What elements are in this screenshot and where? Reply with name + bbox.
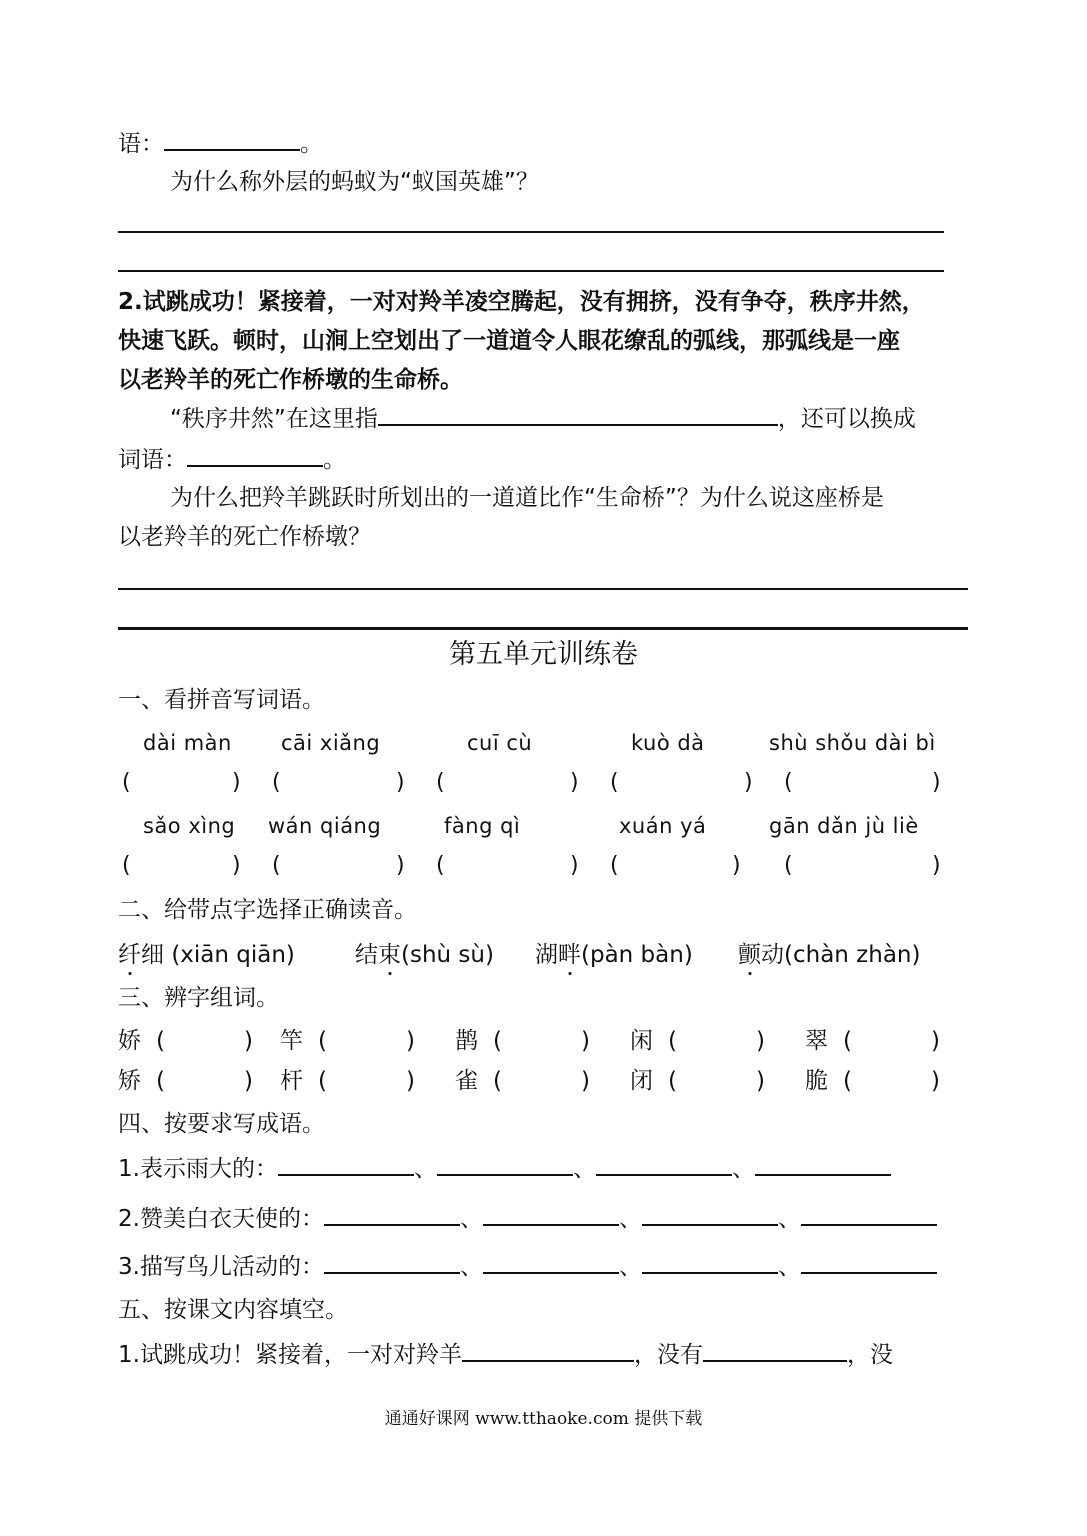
section-heading-4: 四、按要求写成语。	[118, 1111, 325, 1137]
question-ant-hero: 为什么称外层的蚂蚁为“蚁国英雄”？	[170, 169, 539, 195]
pinyin: cāi xiǎng	[281, 731, 381, 755]
blank[interactable]	[324, 1254, 460, 1274]
pinyin: kuò dà	[631, 731, 705, 755]
reading-item: 纤细 (xiān qiān)	[118, 942, 295, 968]
footer-credit: 通通好课网 www.tthaoke.com 提供下载	[384, 1409, 703, 1429]
answer-line[interactable]	[118, 588, 968, 590]
blank[interactable]	[187, 447, 323, 467]
reading-item: 湖畔(pàn bàn)	[535, 942, 693, 968]
blank[interactable]	[642, 1206, 778, 1226]
answer-line[interactable]	[118, 627, 968, 630]
passage-line: 快速飞跃。顿时，山涧上空划出了一道道令人眼花缭乱的弧线，那弧线是一座	[118, 328, 900, 354]
blank[interactable]	[483, 1206, 619, 1226]
blank[interactable]	[596, 1156, 732, 1176]
unit-title: 第五单元训练卷	[449, 639, 638, 670]
passage-line: 2.试跳成功！紧接着，一对对羚羊凌空腾起，没有拥挤，没有争夺，秩序井然，	[118, 289, 925, 315]
answer-line[interactable]	[118, 270, 944, 272]
passage-line: 以老羚羊的死亡作桥墩的生命桥。	[118, 367, 463, 393]
pinyin: xuán yá	[619, 814, 707, 838]
pinyin: wán qiáng	[268, 814, 382, 838]
section-heading-5: 五、按课文内容填空。	[118, 1297, 348, 1323]
blank[interactable]	[437, 1156, 573, 1176]
reading-item: 结束(shù sù)	[355, 942, 494, 968]
section-heading-1: 一、看拼音写词语。	[118, 687, 325, 713]
pinyin: cuī cù	[467, 731, 533, 755]
blank[interactable]	[462, 1342, 634, 1362]
idiom-row-nurse: 2.赞美白衣天使的： 、 、 、	[118, 1205, 937, 1233]
pinyin: gān dǎn jù liè	[769, 814, 919, 838]
pinyin: fàng qì	[444, 814, 521, 838]
pinyin: shù shǒu dài bì	[769, 731, 936, 755]
blank[interactable]	[642, 1254, 778, 1274]
answer-line-top: 语： 。	[118, 131, 323, 157]
blank[interactable]	[483, 1254, 619, 1274]
blank[interactable]	[278, 1156, 414, 1176]
blank[interactable]	[755, 1156, 891, 1176]
section-heading-2: 二、给带点字选择正确读音。	[118, 897, 417, 923]
reading-item: 颤动(chàn zhàn)	[738, 942, 921, 968]
question-bridge: 为什么把羚羊跳跃时所划出的一道道比作“生命桥”？为什么说这座桥是	[170, 485, 884, 511]
pinyin: sǎo xìng	[143, 814, 236, 838]
blank[interactable]	[378, 406, 778, 426]
blank[interactable]	[801, 1206, 937, 1226]
answer-line[interactable]	[118, 231, 944, 233]
fill-line: 1.试跳成功！紧接着，一对对羚羊 ，没有 ，没	[118, 1342, 893, 1368]
blank[interactable]	[164, 131, 300, 151]
idiom-row-rain: 1.表示雨大的： 、 、 、	[118, 1155, 891, 1183]
section-heading-3: 三、辨字组词。	[118, 985, 279, 1011]
blank[interactable]	[703, 1342, 847, 1362]
idiom-row-birds: 3.描写鸟儿活动的： 、 、 、	[118, 1253, 937, 1281]
pinyin: dài màn	[143, 731, 232, 755]
question-bridge-cont: 以老羚羊的死亡作桥墩？	[118, 524, 371, 550]
question-order-cont: 词语： 。	[118, 447, 346, 473]
blank[interactable]	[801, 1254, 937, 1274]
question-order: “秩序井然”在这里指 ，还可以换成	[170, 406, 916, 432]
blank[interactable]	[324, 1206, 460, 1226]
